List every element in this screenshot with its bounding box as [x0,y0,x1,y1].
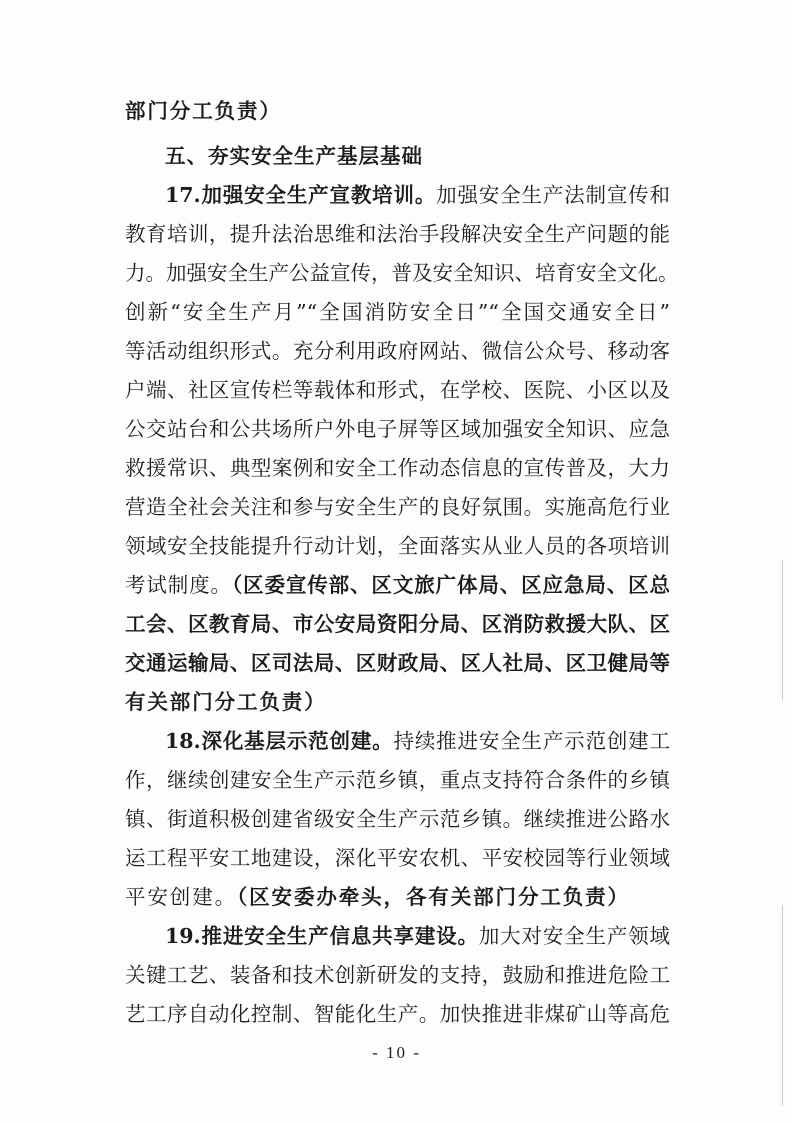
text-run: 力。加强安全生产公益宣传，普及安全知识、培育安全文化。 [125,261,679,285]
text-line [125,414,670,444]
text-line [125,765,670,795]
text-run: 户端、社区宣传栏等载体和形式，在学校、医院、小区以及 [125,378,670,402]
text-line [125,96,670,126]
text-run: 救援常识、典型案例和安全工作动态信息的宣传普及，大力 [125,456,670,480]
text-run: 创新“安全生产月”“全国消防安全日”“全国交通安全日” [125,300,670,324]
text-line [165,921,670,951]
text-line [125,492,670,522]
bold-text-run: 18.深化基层示范创建。 [165,729,394,753]
text-line [125,843,670,873]
bold-text-run: 交通运输局、区司法局、区财政局、区人社局、区卫健局等 [125,651,670,675]
text-line [165,141,670,171]
text-run: 作，继续创建安全生产示范乡镇，重点支持符合条件的乡镇 [125,768,670,792]
text-line [125,960,670,990]
text-run: 加大对安全生产领域 [478,924,670,948]
text-run: 领域安全技能提升行动计划，全面落实从业人员的各项培训 [125,534,670,558]
text-line [125,804,670,834]
text-run: 持续推进安全生产示范创建工 [393,729,670,753]
text-run: 公交站台和公共场所户外电子屏等区域加强安全知识、应急 [125,417,670,441]
text-run: 平安创建。 [125,885,237,909]
text-run: 等活动组织形式。充分利用政府网站、微信公众号、移动客 [125,339,670,363]
text-run: 关键工艺、装备和技术创新研发的支持，鼓励和推进危险工 [125,963,670,987]
text-run: 镇、街道积极创建省级安全生产示范乡镇。继续推进公路水 [125,807,670,831]
text-line [125,570,670,600]
text-run: 教育培训，提升法治思维和法治手段解决安全生产问题的能 [125,222,670,246]
bold-text-run: （区委宣传部、区文旅广体局、区应急局、区总 [231,573,671,597]
text-run: 考试制度。 [125,573,232,597]
text-run: 艺工序自动化控制、智能化生产。加快推进非煤矿山等高危 [125,1002,670,1026]
text-line [125,375,670,405]
text-line [125,609,670,639]
text-line [125,999,670,1029]
text-line [165,726,670,756]
bold-text-run: 部门分工负责） [125,99,282,123]
bold-text-run: 工会、区教育局、市公安局资阳分局、区消防救援大队、区 [125,612,670,636]
text-line [125,648,670,678]
text-line [125,258,679,288]
scan-edge [782,905,783,1105]
text-run: 运工程平安工地建设，深化平安农机、平安校园等行业领域 [125,846,670,870]
bold-text-run: 19.推进安全生产信息共享建设。 [165,924,479,948]
text-run: 加强安全生产法制宣传和 [436,183,671,207]
text-line [125,336,670,366]
text-line [125,687,670,717]
text-line [125,219,670,249]
section-heading: 五、夯实安全生产基层基础 [165,144,423,168]
text-line [125,453,670,483]
scan-edge [782,560,783,700]
bold-text-run: 有关部门分工负责） [125,690,327,714]
text-line [125,531,670,561]
text-run: 营造全社会关注和参与安全生产的良好氛围。实施高危行业 [125,495,670,519]
text-line [125,297,670,327]
bold-text-run: 17.加强安全生产宣教培训。 [165,183,437,207]
page-number: - 10 - [372,1043,421,1062]
bold-text-run: （区安委办牵头，各有关部门分工负责） [237,885,630,909]
text-line [165,180,670,210]
text-line [125,882,670,912]
